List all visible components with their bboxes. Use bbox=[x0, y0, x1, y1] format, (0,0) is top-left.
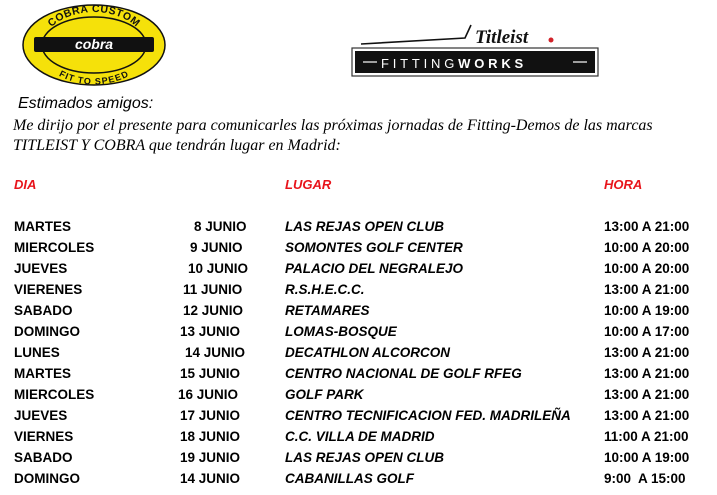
schedule-row bbox=[0, 405, 717, 426]
lugar: CABANILLAS GOLF bbox=[285, 471, 414, 486]
lugar: PALACIO DEL NEGRALEJO bbox=[285, 261, 464, 276]
schedule-row bbox=[0, 447, 717, 468]
day: VIERNES bbox=[14, 429, 74, 444]
lugar: RETAMARES bbox=[285, 303, 370, 318]
works-text: WORKS bbox=[458, 56, 527, 71]
day: MARTES bbox=[14, 219, 71, 234]
date: 14 JUNIO bbox=[185, 345, 246, 360]
schedule-row bbox=[0, 237, 717, 258]
hora: 10:00 A 19:00 bbox=[604, 303, 690, 318]
date: 13 JUNIO bbox=[180, 324, 241, 339]
schedule-row bbox=[0, 363, 717, 384]
schedule-row bbox=[0, 216, 717, 237]
schedule-row bbox=[0, 279, 717, 300]
schedule-row bbox=[0, 321, 717, 342]
date: 8 JUNIO bbox=[194, 219, 247, 234]
day: MIERCOLES bbox=[14, 387, 95, 402]
schedule-row bbox=[0, 300, 717, 321]
day: SABADO bbox=[14, 303, 73, 318]
day: VIERENES bbox=[14, 282, 83, 297]
schedule-row bbox=[0, 468, 717, 489]
svg-text:FITTINGWORKS bbox=[381, 56, 527, 71]
hora: 13:00 A 21:00 bbox=[604, 366, 690, 381]
schedule-row bbox=[0, 342, 717, 363]
schedule-row bbox=[0, 426, 717, 447]
date: 11 JUNIO bbox=[183, 282, 243, 297]
lugar: LAS REJAS OPEN CLUB bbox=[285, 219, 445, 234]
hora: 13:00 A 21:00 bbox=[604, 282, 690, 297]
cobra-custom-logo bbox=[22, 4, 166, 86]
hora: 10:00 A 20:00 bbox=[604, 261, 690, 276]
greeting: Estimados amigos: bbox=[18, 95, 154, 112]
hora: 10:00 A 19:00 bbox=[604, 450, 690, 465]
date: 17 JUNIO bbox=[180, 408, 241, 423]
date: 14 JUNIO bbox=[180, 471, 241, 486]
day: LUNES bbox=[14, 345, 60, 360]
date: 19 JUNIO bbox=[180, 450, 241, 465]
hora: 13:00 A 21:00 bbox=[604, 387, 690, 402]
day: JUEVES bbox=[14, 261, 68, 276]
titleist-fittingworks-logo bbox=[351, 20, 599, 78]
lugar: GOLF PARK bbox=[285, 387, 364, 402]
date: 16 JUNIO bbox=[178, 387, 239, 402]
hora: 11:00 A 21:00 bbox=[604, 429, 689, 444]
red-dot-icon bbox=[549, 38, 554, 43]
hora: 13:00 A 21:00 bbox=[604, 408, 690, 423]
date: 10 JUNIO bbox=[188, 261, 249, 276]
date: 18 JUNIO bbox=[180, 429, 241, 444]
schedule-table bbox=[0, 216, 717, 489]
day: DOMINGO bbox=[14, 471, 80, 486]
cobra-brand-text: cobra bbox=[74, 36, 114, 52]
header-hora: HORA bbox=[604, 177, 643, 192]
intro-paragraph: Me dirijo por el presente para comunicarles las próximas jornadas de Fitting-Demos de las marcas TITLEIST Y COBRA que tendrán lugar en Madrid: bbox=[13, 117, 653, 154]
date: 12 JUNIO bbox=[183, 303, 244, 318]
hora: 10:00 A 20:00 bbox=[604, 240, 690, 255]
lugar: CENTRO NACIONAL DE GOLF RFEG bbox=[285, 366, 522, 381]
day: MIERCOLES bbox=[14, 240, 95, 255]
hora: 10:00 A 17:00 bbox=[604, 324, 690, 339]
date: 9 JUNIO bbox=[190, 240, 243, 255]
day: DOMINGO bbox=[14, 324, 80, 339]
titleist-script-text: Titleist bbox=[475, 27, 529, 48]
hora: 13:00 A 21:00 bbox=[604, 345, 690, 360]
schedule-row bbox=[0, 384, 717, 405]
schedule-row bbox=[0, 258, 717, 279]
lugar: LAS REJAS OPEN CLUB bbox=[285, 450, 445, 465]
cobra-custom-text: COBRA CUSTOM bbox=[45, 4, 143, 30]
day: JUEVES bbox=[14, 408, 68, 423]
fit-to-speed-text: FIT TO SPEED bbox=[57, 68, 131, 86]
day: MARTES bbox=[14, 366, 71, 381]
hora: 9:00 A 15:00 bbox=[604, 471, 686, 486]
header-dia: DIA bbox=[14, 177, 37, 192]
lugar: SOMONTES GOLF CENTER bbox=[285, 240, 463, 255]
lugar: CENTRO TECNIFICACION FED. MADRILEÑA bbox=[285, 408, 571, 423]
lugar: C.C. VILLA DE MADRID bbox=[285, 429, 435, 444]
day: SABADO bbox=[14, 450, 73, 465]
lugar: LOMAS-BOSQUE bbox=[285, 324, 397, 339]
date: 15 JUNIO bbox=[180, 366, 241, 381]
lugar: DECATHLON ALCORCON bbox=[285, 345, 450, 360]
hora: 13:00 A 21:00 bbox=[604, 219, 690, 234]
fitting-text: FITTING bbox=[381, 56, 459, 71]
header-lugar: LUGAR bbox=[285, 177, 332, 192]
lugar: R.S.H.E.C.C. bbox=[285, 282, 365, 297]
